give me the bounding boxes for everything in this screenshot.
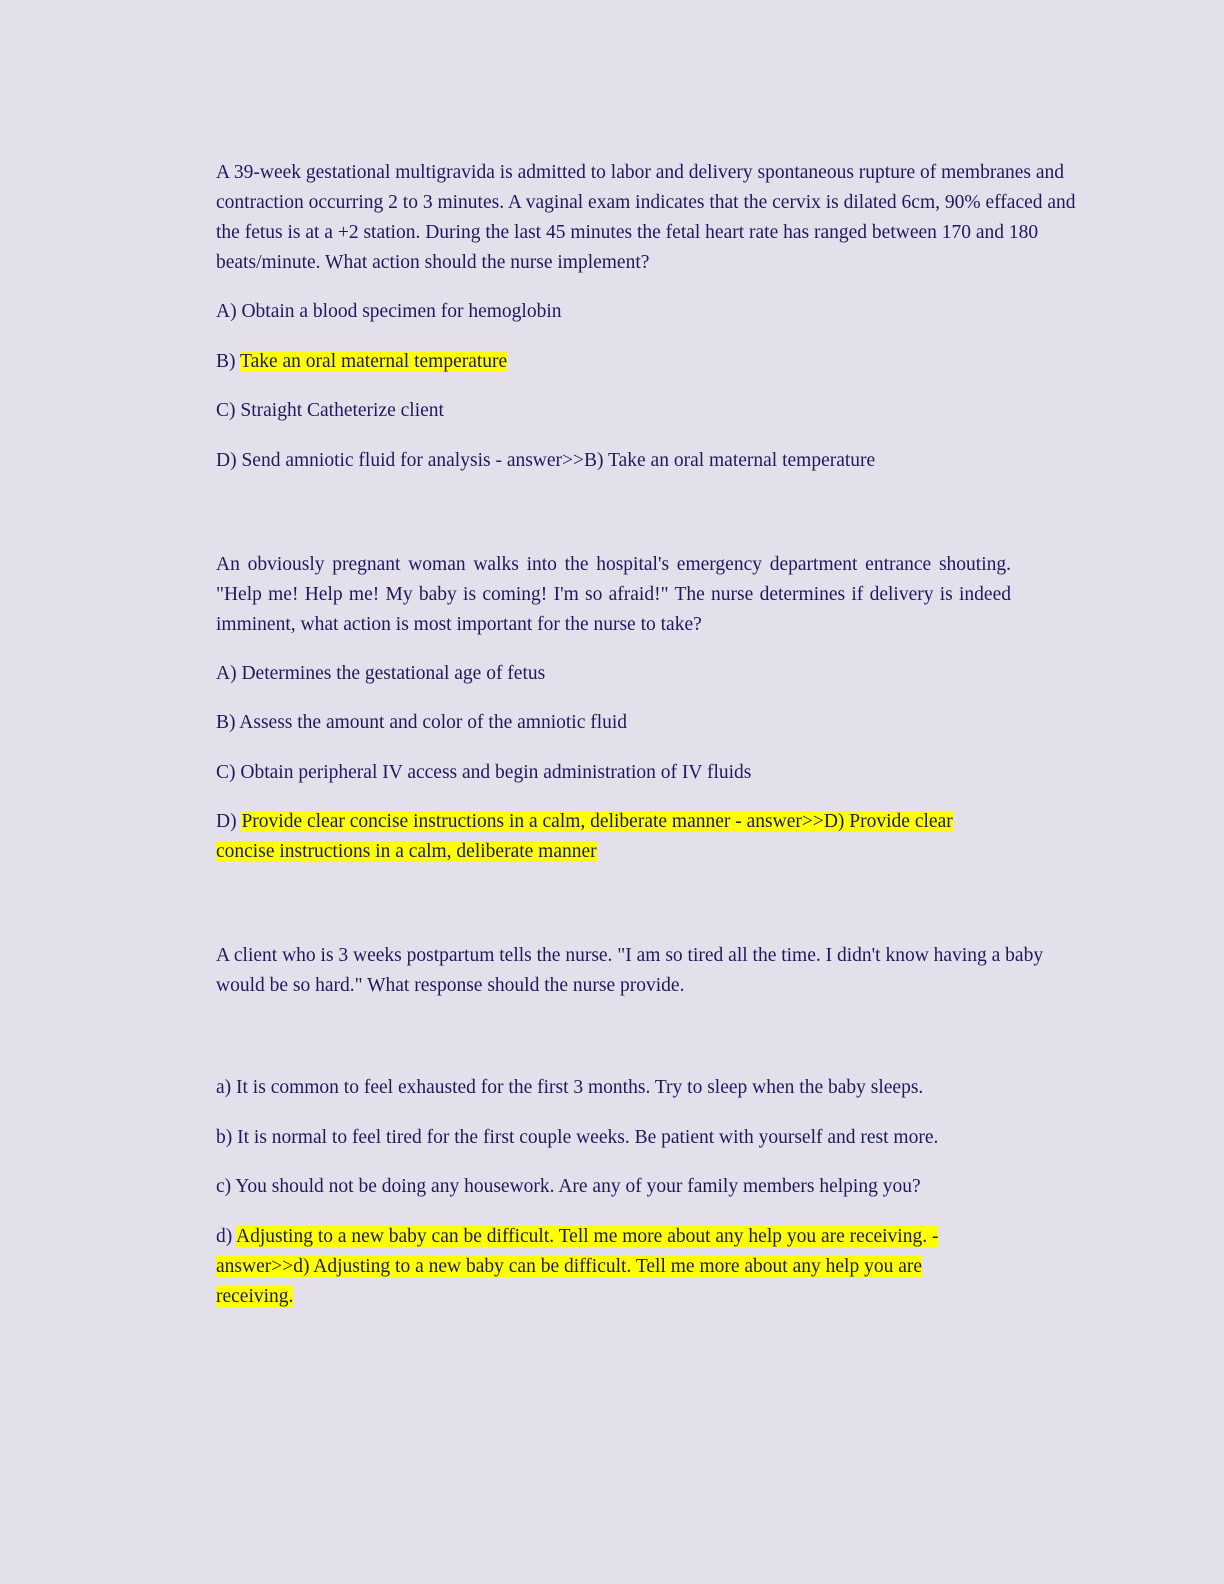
question-1-option-b-highlight: Take an oral maternal temperature	[240, 350, 508, 372]
question-3-option-c: c) You should not be doing any housework. Are any of your family members helping you?	[216, 1176, 921, 1197]
question-1-option-b	[216, 347, 1086, 377]
question-1-option-a: A) Obtain a blood specimen for hemoglobin	[216, 301, 562, 322]
question-3-option-d-highlight: Adjusting to a new baby can be difficult. Tell me more about any help you are receiving. - answer>>d) Adjusting to a new baby can be difficult. Tell me more about any help you are receiving.	[216, 1225, 939, 1307]
question-2-option-c: C) Obtain peripheral IV access and begin administration of IV fluids	[216, 761, 752, 783]
question-3-stem: A client who is 3 weeks postpartum tells the nurse. "I am so tired all the time. I didn't know having a baby would be so hard." What response should the nurse provide.	[216, 945, 1044, 996]
question-2-option-b: B) Assess the amount and color of the amniotic fluid	[216, 712, 628, 733]
question-1-option-c: C) Straight Catheterize client	[216, 400, 444, 421]
question-2-option-d-prefix: D)	[216, 811, 242, 832]
question-1-option-d: D) Send amniotic fluid for analysis - answer>>B) Take an oral maternal temperature	[216, 449, 876, 471]
question-2-option-d	[216, 807, 1006, 867]
document-content	[216, 158, 1086, 1312]
question-2-stem: An obviously pregnant woman walks into the hospital's emergency department entrance shouting. "Help me! Help me! My baby is coming! I'm so afraid!" The nurse determines if delivery is indeed imminent, what action is most important for the nurse to take?	[216, 553, 1011, 635]
question-3-option-a: a) It is common to feel exhausted for the first 3 months. Try to sleep when the baby sleeps.	[216, 1077, 924, 1098]
question-3-option-d	[216, 1222, 986, 1312]
question-3-option-d-prefix: d)	[216, 1225, 237, 1247]
question-2-option-a: A) Determines the gestational age of fetus	[216, 662, 546, 684]
question-1-option-b-prefix: B)	[216, 350, 241, 372]
question-2-option-d-highlight: Provide clear concise instructions in a calm, deliberate manner - answer>>D) Provide clear concise instructions in a calm, deliberate manner	[216, 811, 953, 862]
question-1-stem: A 39-week gestational multigravida is admitted to labor and delivery spontaneous rupture of membranes and contraction occurring 2 to 3 minutes. A vaginal exam indicates that the cervix is dilated 6cm, 90% effaced and the fetus is at a +2 station. During the last 45 minutes the fetal heart rate has ranged between 170 and 180 beats/minute. What action should the nurse implement?	[216, 162, 1076, 273]
question-3-option-b: b) It is normal to feel tired for the first couple weeks. Be patient with yourself and rest more.	[216, 1126, 939, 1148]
